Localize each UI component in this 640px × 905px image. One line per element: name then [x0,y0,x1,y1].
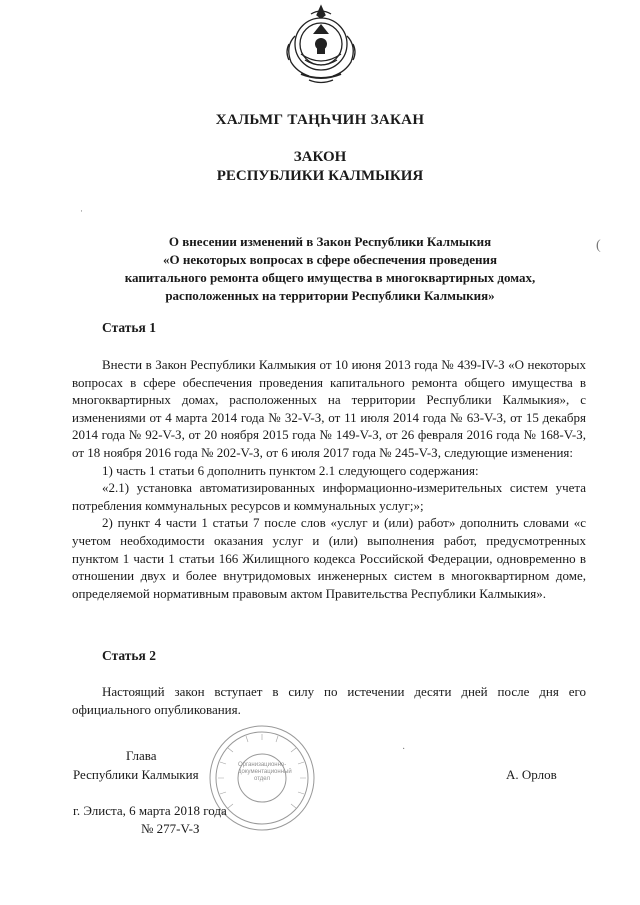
subject-line: О внесении изменений в Закон Республики Калмыкия [168,234,492,249]
signer-republic: Республики Калмыкия [73,767,199,782]
article-1-title: Статья 1 [102,320,156,335]
place-date: г. Элиста, 6 марта 2018 года [73,803,227,818]
scan-mark: · [80,206,83,216]
law-subject [60,233,600,305]
subject-line: капитального ремонта общего имущества в многоквартирных домах, [124,270,536,285]
scan-mark: · [402,744,406,755]
article-1-body [72,356,586,602]
article-1-item-1: 1) часть 1 статьи 6 дополнить пунктом 2.1 следующего содержания: [102,462,479,478]
subject-line: расположенных на территории Республики Калмыкия» [165,288,495,303]
article-1-item-1-text: «2.1) установка автоматизированных информационно-измерительных систем учета потребления коммунальных ресурсов и коммунальных услуг;»; [72,480,586,513]
law-number: № 277-V-З [141,821,200,836]
article-1-item-2: 2) пункт 4 части 1 статьи 7 после слов «услуг и (или) работ» дополнить словами «с учетом необходимости оказания услуг и (или) выполнения работ, предусмотренных пунктом 1 части 1 статьи 166 Жилищного кодекса Российской Федерации, одновременно в отношении двух и более внутридомовых инженерных систем в многоквартирном доме, определяемой нормативным правовым актом Правительства Республики Калмыкия». [72,515,586,601]
law-title [0,148,640,186]
scan-mark: ( [596,238,601,253]
signer-position: Глава [126,748,157,763]
subject-line: «О некоторых вопросах в сфере обеспечения проведения [162,252,498,267]
article-2-text: Настоящий закон вступает в силу по истечении десяти дней после дня его официального опубликования. [72,684,586,717]
article-1-intro: Внести в Закон Республики Калмыкия от 10 июня 2013 года № 439-IV-З «О некоторых вопросах в сфере обеспечения проведения капитального ремонта общего имущества в многоквартирных домах, расположенных на территории Республики Калмыкия», с изменениями от 4 марта 2014 года № 32-V-З, от 11 июля 2014 года № 63-V-З, от 15 декабря 2014 года № 92-V-З, от 20 ноября 2015 года № 149-V-З, от 26 февраля 2016 года № 168-V-З, от 18 ноября 2016 года № 202-V-З, от 6 июля 2017 года № 245-V-З, следующие изменения: [72,357,586,460]
law-word: ЗАКОН [293,149,347,165]
article-2-title: Статья 2 [102,648,156,663]
emblem-icon [271,4,371,88]
kalmyk-title: ХАЛЬМГ ТАҢҺЧИН ЗАКАН [215,112,425,128]
republic-name: РЕСПУБЛИКИ КАЛМЫКИЯ [216,168,424,184]
stamp-text: Организационно-документационный отдел [238,762,292,782]
article-2-body [72,683,586,718]
signer-name: А. Орлов [506,767,557,782]
